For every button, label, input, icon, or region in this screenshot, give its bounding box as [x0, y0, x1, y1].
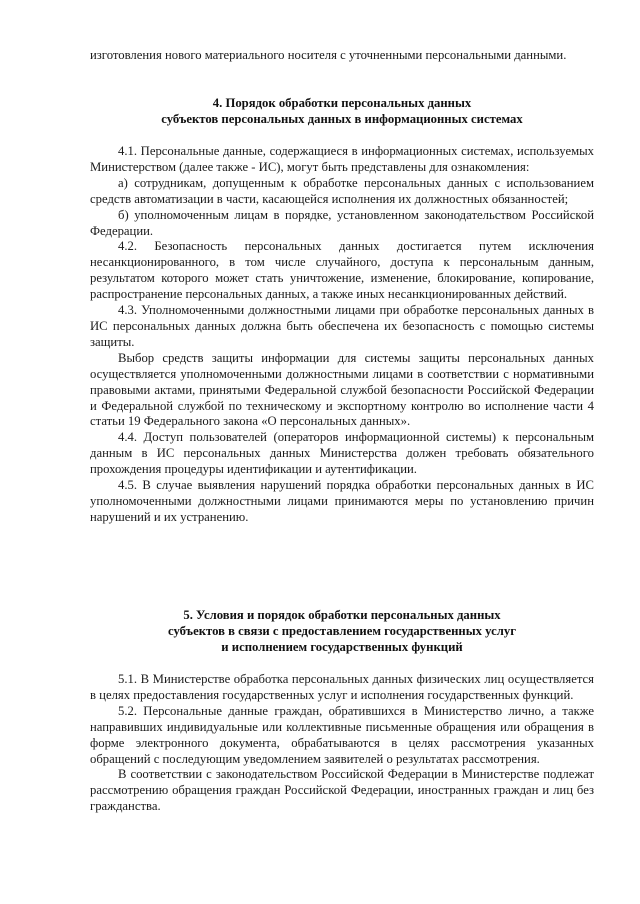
section-5-heading-line-3: и исполнением государственных функций — [221, 639, 463, 654]
section-4-heading-line-1: 4. Порядок обработки персональных данных — [212, 96, 472, 110]
section-5-heading — [90, 608, 594, 656]
paragraph-4-4: 4.4. Доступ пользователей (операторов информационной системы) к персональным данным в ИС персональных данных Министерства должен требовать обязательного прохождения процедуры идентификации и аутентификации. — [90, 430, 594, 477]
paragraph-5-1: 5.1. В Министерстве обработка персональных данных физических лиц осуществляется в целях предоставления государственных услуг и исполнения государственных функций. — [90, 672, 594, 702]
section-5-body — [90, 672, 594, 815]
section-4-heading — [90, 96, 594, 128]
paragraph-5-2: 5.2. Персональные данные граждан, обратившихся в Министерство лично, а также направивших индивидуальные или коллективные письменные обращения или обращения в форме электронного документа, обрабатываются в целях рассмотрения указанных обращений с последующим уведомлением заявителей о результатах рассмотрения. — [90, 703, 594, 766]
section-5-heading-line-1: 5. Условия и порядок обработки персональных данных — [183, 608, 501, 622]
intro-block — [90, 48, 594, 64]
intro-tail-paragraph: изготовления нового материального носителя с уточненными персональными данными. — [90, 48, 567, 62]
paragraph-4-5: 4.5. В случае выявления нарушений порядка обработки персональных данных в ИС уполномоченными должностными лицами принимаются меры по установлению причин нарушений и их устранению. — [90, 478, 594, 524]
section-4-heading-line-2: субъектов персональных данных в информационных системах — [161, 111, 523, 126]
section-4-heading-block — [90, 96, 594, 128]
paragraph-4-3-means: Выбор средств защиты информации для системы защиты персональных данных осуществляется уполномоченными должностными лицами в соответствии с нормативными правовыми актами, принятыми Федеральной службой безопасности Российской Федерации и Федеральной службой по техническому и экспортному контролю во исполнение части 4 статьи 19 Федерального закона «О персональных данных». — [90, 350, 594, 429]
paragraph-4-1: 4.1. Персональные данные, содержащиеся в информационных системах, используемых Министерством (далее также - ИС), могут быть представлены для ознакомления: — [90, 144, 594, 174]
section-5-heading-line-2: субъектов в связи с предоставлением государственных услуг — [168, 623, 516, 638]
paragraph-4-1-a: а) сотрудникам, допущенным к обработке персональных данных с использованием средств автоматизации в части, касающейся исполнения их должностных обязанностей; — [90, 175, 594, 206]
paragraph-4-2: 4.2. Безопасность персональных данных достигается путем исключения несанкционированного, в том числе случайного, доступа к персональным данным, результатом которого может стать уничтожение, изменение, блокирование, копирование, распространение персональных данных, а также иных несанкционированных действий. — [90, 239, 594, 302]
section-5-heading-block — [90, 608, 594, 656]
paragraph-5-2-law: В соответствии с законодательством Российской Федерации в Министерстве подлежат рассмотрению обращения граждан Российской Федерации, иностранных граждан и лиц без гражданства. — [90, 767, 594, 814]
paragraph-4-1-b: б) уполномоченным лицам в порядке, установленном законодательством Российской Федерации. — [90, 207, 594, 238]
paragraph-4-3: 4.3. Уполномоченными должностными лицами при обработке персональных данных в ИС персональных данных должна быть обеспечена их безопасность с помощью системы защиты. — [90, 303, 594, 349]
section-4-body — [90, 144, 594, 526]
